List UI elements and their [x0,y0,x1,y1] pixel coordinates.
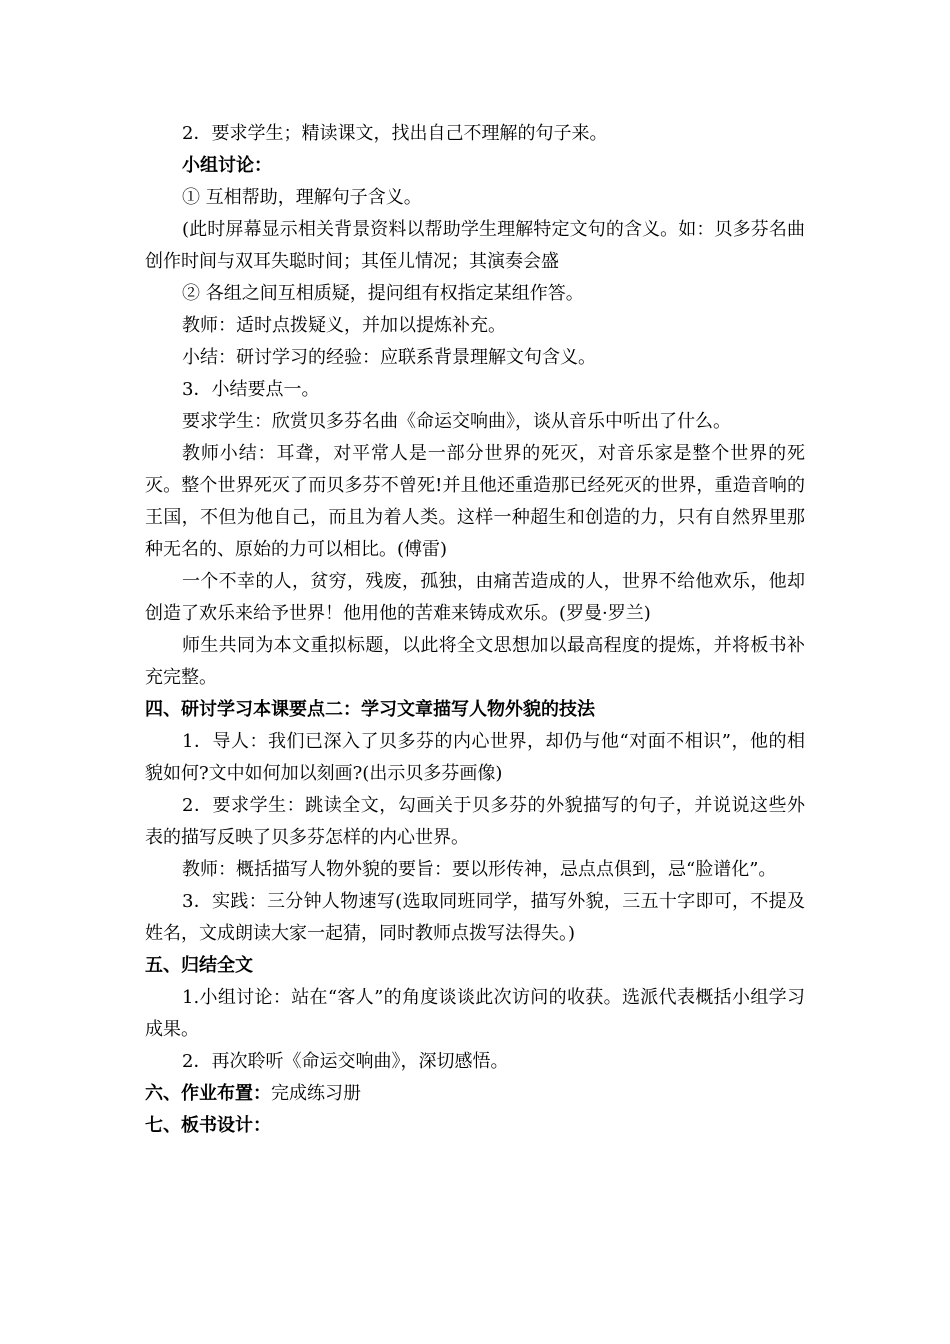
section-4-heading: 四、研讨学习本课要点二：学习文章描写人物外貌的技法 [145,699,595,720]
retitle-note: 师生共同为本文重拟标题，以此将全文思想加以最高程度的提炼，并将板书补充完整。 [145,635,805,688]
romain-rolland-quote: 一个不幸的人，贫穷，残废，孤独，由痛苦造成的人，世界不给他欢乐，他却创造了欢乐来给予世界！他用他的苦难来铸成欢乐。(罗曼·罗兰) [145,571,805,624]
section-6-title: 六、作业布置： [145,1083,271,1104]
item-1-text: ① 互相帮助，理解句子含义。 [182,187,422,208]
section-4-teacher: 教师：概括描写人物外貌的要旨：要以形传神，忌点点俱到，忌“脸谱化”。 [182,859,777,880]
section-6-content: 完成练习册 [271,1083,361,1104]
teacher-summary: 教师小结：耳聋，对平常人是一部分世界的死灭，对音乐家是整个世界的死灭。整个世界死灭了而贝多芬不曾死!并且他还重造那已经死灭的世界，重造音响的王国，不但为他自己，而且为着人类。这样一种超生和创造的力，只有自然界里那种无名的、原始的力可以相比。(傅雷) [145,443,805,560]
teacher-note: 教师：适时点拨疑义，并加以提炼补充。 [182,315,506,336]
step-3-text: 3．小结要点一。 [182,379,320,400]
group-discussion-heading: 小组讨论： [182,155,272,176]
item-2-text: ② 各组之间互相质疑，提问组有权指定某组作答。 [182,283,584,304]
student-requirement: 要求学生：欣赏贝多芬名曲《命运交响曲》，谈从音乐中听出了什么。 [182,411,731,432]
section-6-heading [145,1078,805,1110]
step-2-text: 2．要求学生；精读课文，找出自己不理解的句子来。 [182,123,608,144]
section-5-step-1: 1.小组讨论：站在“客人”的角度谈谈此次访问的收获。选派代表概括小组学习成果。 [145,987,805,1040]
section-7-heading: 七、板书设计： [145,1115,271,1136]
section-4-step-1: 1．导人：我们已深入了贝多芬的内心世界，却仍与他“对面不相识”，他的相貌如何?文中如何加以刻画?(出示贝多芬画像) [145,731,805,784]
section-5-step-2: 2．再次聆听《命运交响曲》，深切感悟。 [182,1051,509,1072]
summary-note: 小结：研讨学习的经验：应联系背景理解文句含义。 [182,347,596,368]
section-4-step-2: 2．要求学生：跳读全文，勾画关于贝多芬的外貌描写的句子，并说说这些外表的描写反映了贝多芬怎样的内心世界。 [145,795,805,848]
document-page [145,118,805,1142]
background-note: (此时屏幕显示相关背景资料以帮助学生理解特定文句的含义。如：贝多芬名曲创作时间与双耳失聪时间；其侄儿情况；其演奏会盛 [145,219,805,272]
section-4-step-3: 3．实践：三分钟人物速写(选取同班同学，描写外貌，三五十字即可，不提及姓名，文成朗读大家一起猜，同时教师点拨写法得失。) [145,891,805,944]
section-5-heading: 五、归结全文 [145,955,253,976]
